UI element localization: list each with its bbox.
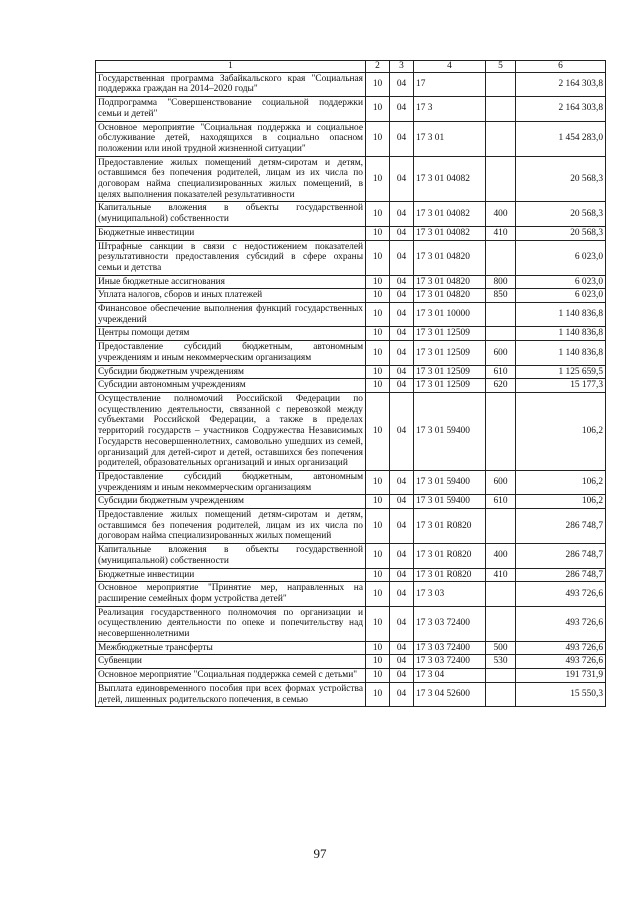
row-expense-type-cell: [486, 669, 516, 683]
table-body: [96, 72, 606, 707]
row-name-cell: Центры помощи детям: [96, 327, 366, 341]
row-name-cell: Штрафные санкции в связи с недостижением показателей результативности предоставления субсидий в сфере охраны семьи и детства: [96, 240, 366, 275]
row-subsection-cell: 04: [390, 275, 414, 289]
row-expense-type-cell: 500: [486, 641, 516, 655]
row-amount-cell: 493 726,6: [516, 655, 606, 669]
row-expense-type-cell: [486, 121, 516, 156]
row-expense-type-cell: [486, 240, 516, 275]
row-target-code-cell: 17 3 03 72400: [414, 655, 486, 669]
row-name-cell: Субсидии бюджетным учреждениям: [96, 495, 366, 509]
header-cell-2: 2: [366, 61, 390, 73]
budget-table: [95, 60, 606, 707]
row-target-code-cell: 17 3 01 R0820: [414, 568, 486, 582]
table-row: [96, 97, 606, 121]
row-subsection-cell: 04: [390, 509, 414, 544]
row-amount-cell: 106,2: [516, 495, 606, 509]
table-row: [96, 121, 606, 156]
header-cell-4: 4: [414, 61, 486, 73]
row-subsection-cell: 04: [390, 327, 414, 341]
row-subsection-cell: 04: [390, 240, 414, 275]
table-row: [96, 641, 606, 655]
row-amount-cell: 1 140 836,8: [516, 327, 606, 341]
row-subsection-cell: 04: [390, 669, 414, 683]
row-amount-cell: 1 140 836,8: [516, 303, 606, 327]
row-name-cell: Предоставление субсидий бюджетным, автономным учреждениям и иным некоммерческим организациям: [96, 341, 366, 365]
page-number: 97: [313, 846, 327, 861]
row-name-cell: Субвенции: [96, 655, 366, 669]
row-subsection-cell: 04: [390, 568, 414, 582]
row-name-cell: Бюджетные инвестиции: [96, 226, 366, 240]
row-amount-cell: 2 164 303,8: [516, 72, 606, 96]
row-target-code-cell: 17: [414, 72, 486, 96]
row-expense-type-cell: [486, 582, 516, 606]
row-target-code-cell: 17 3 01 12509: [414, 327, 486, 341]
row-name-cell: Предоставление жилых помещений детям-сиротам и детям, оставшимся без попечения родителей, лицам из их числа по договорам найма специализированных жилых помещений, в целях выполнения показателей результативности: [96, 156, 366, 202]
row-name-cell: Бюджетные инвестиции: [96, 568, 366, 582]
row-expense-type-cell: [486, 72, 516, 96]
row-subsection-cell: 04: [390, 606, 414, 641]
header-cell-6: 6: [516, 61, 606, 73]
row-section-cell: 10: [366, 226, 390, 240]
table-row: [96, 470, 606, 494]
row-target-code-cell: 17 3 03: [414, 582, 486, 606]
row-subsection-cell: 04: [390, 341, 414, 365]
row-expense-type-cell: 410: [486, 226, 516, 240]
row-section-cell: 10: [366, 582, 390, 606]
row-section-cell: 10: [366, 606, 390, 641]
row-amount-cell: 493 726,6: [516, 582, 606, 606]
row-target-code-cell: 17 3 01 04820: [414, 275, 486, 289]
table-row: [96, 568, 606, 582]
row-target-code-cell: 17 3 01 04082: [414, 202, 486, 226]
table-row: [96, 682, 606, 706]
row-amount-cell: 493 726,6: [516, 606, 606, 641]
row-target-code-cell: 17 3 01 04820: [414, 289, 486, 303]
row-expense-type-cell: 600: [486, 341, 516, 365]
row-subsection-cell: 04: [390, 641, 414, 655]
row-name-cell: Субсидии автономным учреждениям: [96, 379, 366, 393]
row-section-cell: 10: [366, 392, 390, 470]
table-row: [96, 379, 606, 393]
row-amount-cell: 20 568,3: [516, 156, 606, 202]
row-subsection-cell: 04: [390, 72, 414, 96]
table-row: [96, 240, 606, 275]
row-section-cell: 10: [366, 470, 390, 494]
row-subsection-cell: 04: [390, 289, 414, 303]
row-name-cell: Осуществление полномочий Российской Федерации по осуществлению деятельности, связанной с перевозкой между субъектами Российской Федерации, а также в пределах территорий государств – участников Содружества Независимых Государств несовершеннолетних, самовольно ушедших из семей, организаций для детей-сирот и детей, оставшихся без попечения родителей, образовательных организаций и иных организаций: [96, 392, 366, 470]
row-expense-type-cell: 800: [486, 275, 516, 289]
row-name-cell: Предоставление субсидий бюджетным, автономным учреждениям и иным некоммерческим организациям: [96, 470, 366, 494]
row-name-cell: Предоставление жилых помещений детям-сиротам и детям, оставшимся без попечения родителей, лицам из их числа по договорам найма специализированных жилых помещений: [96, 509, 366, 544]
row-section-cell: 10: [366, 202, 390, 226]
row-subsection-cell: 04: [390, 97, 414, 121]
row-expense-type-cell: [486, 682, 516, 706]
document-page: [95, 60, 605, 707]
row-section-cell: 10: [366, 655, 390, 669]
row-amount-cell: 493 726,6: [516, 641, 606, 655]
row-expense-type-cell: 610: [486, 365, 516, 379]
row-amount-cell: 286 748,7: [516, 509, 606, 544]
table-row: [96, 289, 606, 303]
row-expense-type-cell: 530: [486, 655, 516, 669]
row-target-code-cell: 17 3 03 72400: [414, 606, 486, 641]
row-target-code-cell: 17 3 01 12509: [414, 379, 486, 393]
row-target-code-cell: 17 3 01 04820: [414, 240, 486, 275]
row-expense-type-cell: 620: [486, 379, 516, 393]
row-amount-cell: 106,2: [516, 470, 606, 494]
row-name-cell: Межбюджетные трансферты: [96, 641, 366, 655]
row-subsection-cell: 04: [390, 303, 414, 327]
row-amount-cell: 20 568,3: [516, 202, 606, 226]
table-row: [96, 202, 606, 226]
row-amount-cell: 286 748,7: [516, 568, 606, 582]
row-expense-type-cell: 400: [486, 544, 516, 568]
row-amount-cell: 15 550,3: [516, 682, 606, 706]
table-row: [96, 303, 606, 327]
row-subsection-cell: 04: [390, 655, 414, 669]
row-target-code-cell: 17 3 01 12509: [414, 365, 486, 379]
table-row: [96, 365, 606, 379]
row-subsection-cell: 04: [390, 121, 414, 156]
row-target-code-cell: 17 3 01 10000: [414, 303, 486, 327]
row-section-cell: 10: [366, 682, 390, 706]
header-cell-3: 3: [390, 61, 414, 73]
row-target-code-cell: 17 3 01 59400: [414, 495, 486, 509]
row-target-code-cell: 17 3 04: [414, 669, 486, 683]
row-target-code-cell: 17 3 01 12509: [414, 341, 486, 365]
table-row: [96, 544, 606, 568]
row-section-cell: 10: [366, 544, 390, 568]
row-expense-type-cell: [486, 327, 516, 341]
row-subsection-cell: 04: [390, 202, 414, 226]
row-section-cell: 10: [366, 303, 390, 327]
row-name-cell: Реализация государственного полномочия по организации и осуществлению деятельности по опеке и попечительству над несовершеннолетними: [96, 606, 366, 641]
row-name-cell: Капитальные вложения в объекты государственной (муниципальной) собственности: [96, 202, 366, 226]
table-row: [96, 392, 606, 470]
row-name-cell: Иные бюджетные ассигнования: [96, 275, 366, 289]
table-row: [96, 582, 606, 606]
header-row: [96, 61, 606, 73]
table-row: [96, 226, 606, 240]
row-subsection-cell: 04: [390, 226, 414, 240]
row-section-cell: 10: [366, 327, 390, 341]
row-subsection-cell: 04: [390, 365, 414, 379]
row-amount-cell: 6 023,0: [516, 275, 606, 289]
header-cell-5: 5: [486, 61, 516, 73]
row-name-cell: Государственная программа Забайкальского края "Социальная поддержка граждан на 2014–2020 годы": [96, 72, 366, 96]
table-row: [96, 72, 606, 96]
row-section-cell: 10: [366, 641, 390, 655]
row-section-cell: 10: [366, 379, 390, 393]
row-target-code-cell: 17 3 01 59400: [414, 470, 486, 494]
row-name-cell: Финансовое обеспечение выполнения функций государственных учреждений: [96, 303, 366, 327]
row-section-cell: 10: [366, 669, 390, 683]
row-expense-type-cell: 410: [486, 568, 516, 582]
row-subsection-cell: 04: [390, 156, 414, 202]
row-name-cell: Основное мероприятие "Принятие мер, направленных на расширение семейных форм устройства детей": [96, 582, 366, 606]
table-row: [96, 655, 606, 669]
row-amount-cell: 106,2: [516, 392, 606, 470]
row-amount-cell: 1 125 659,5: [516, 365, 606, 379]
table-row: [96, 341, 606, 365]
row-section-cell: 10: [366, 509, 390, 544]
row-section-cell: 10: [366, 275, 390, 289]
row-target-code-cell: 17 3 01: [414, 121, 486, 156]
row-subsection-cell: 04: [390, 470, 414, 494]
row-target-code-cell: 17 3: [414, 97, 486, 121]
row-section-cell: 10: [366, 289, 390, 303]
table-row: [96, 669, 606, 683]
table-row: [96, 495, 606, 509]
row-expense-type-cell: [486, 156, 516, 202]
row-amount-cell: 191 731,9: [516, 669, 606, 683]
row-target-code-cell: 17 3 03 72400: [414, 641, 486, 655]
row-name-cell: Подпрограмма "Совершенствование социальной поддержки семьи и детей": [96, 97, 366, 121]
row-section-cell: 10: [366, 568, 390, 582]
row-section-cell: 10: [366, 365, 390, 379]
row-target-code-cell: 17 3 04 52600: [414, 682, 486, 706]
row-subsection-cell: 04: [390, 682, 414, 706]
row-amount-cell: 6 023,0: [516, 289, 606, 303]
row-expense-type-cell: 600: [486, 470, 516, 494]
row-target-code-cell: 17 3 01 04082: [414, 156, 486, 202]
row-subsection-cell: 04: [390, 392, 414, 470]
row-expense-type-cell: 850: [486, 289, 516, 303]
row-expense-type-cell: 610: [486, 495, 516, 509]
row-subsection-cell: 04: [390, 379, 414, 393]
row-expense-type-cell: [486, 509, 516, 544]
row-expense-type-cell: [486, 392, 516, 470]
table-row: [96, 327, 606, 341]
row-amount-cell: 1 140 836,8: [516, 341, 606, 365]
row-amount-cell: 1 454 283,0: [516, 121, 606, 156]
row-section-cell: 10: [366, 156, 390, 202]
table-row: [96, 156, 606, 202]
row-section-cell: 10: [366, 72, 390, 96]
row-section-cell: 10: [366, 341, 390, 365]
row-name-cell: Уплата налогов, сборов и иных платежей: [96, 289, 366, 303]
row-section-cell: 10: [366, 97, 390, 121]
row-amount-cell: 20 568,3: [516, 226, 606, 240]
row-subsection-cell: 04: [390, 544, 414, 568]
row-amount-cell: 15 177,3: [516, 379, 606, 393]
table-row: [96, 509, 606, 544]
row-target-code-cell: 17 3 01 59400: [414, 392, 486, 470]
row-expense-type-cell: [486, 97, 516, 121]
row-name-cell: Основное мероприятие "Социальная поддержка семей с детьми": [96, 669, 366, 683]
row-target-code-cell: 17 3 01 R0820: [414, 509, 486, 544]
row-name-cell: Капитальные вложения в объекты государственной (муниципальной) собственности: [96, 544, 366, 568]
row-amount-cell: 2 164 303,8: [516, 97, 606, 121]
table-row: [96, 606, 606, 641]
row-subsection-cell: 04: [390, 582, 414, 606]
row-section-cell: 10: [366, 240, 390, 275]
row-amount-cell: 6 023,0: [516, 240, 606, 275]
row-target-code-cell: 17 3 01 R0820: [414, 544, 486, 568]
row-name-cell: Субсидии бюджетным учреждениям: [96, 365, 366, 379]
header-cell-1: 1: [96, 61, 366, 73]
row-subsection-cell: 04: [390, 495, 414, 509]
row-target-code-cell: 17 3 01 04082: [414, 226, 486, 240]
row-expense-type-cell: [486, 303, 516, 327]
row-expense-type-cell: 400: [486, 202, 516, 226]
row-name-cell: Основное мероприятие "Социальная поддержка и социальное обслуживание детей, находящихся в социально опасном положении или иной трудной жизненной ситуации": [96, 121, 366, 156]
row-name-cell: Выплата единовременного пособия при всех формах устройства детей, лишенных родительского попечения, в семью: [96, 682, 366, 706]
row-section-cell: 10: [366, 121, 390, 156]
table-row: [96, 275, 606, 289]
row-expense-type-cell: [486, 606, 516, 641]
row-amount-cell: 286 748,7: [516, 544, 606, 568]
row-section-cell: 10: [366, 495, 390, 509]
